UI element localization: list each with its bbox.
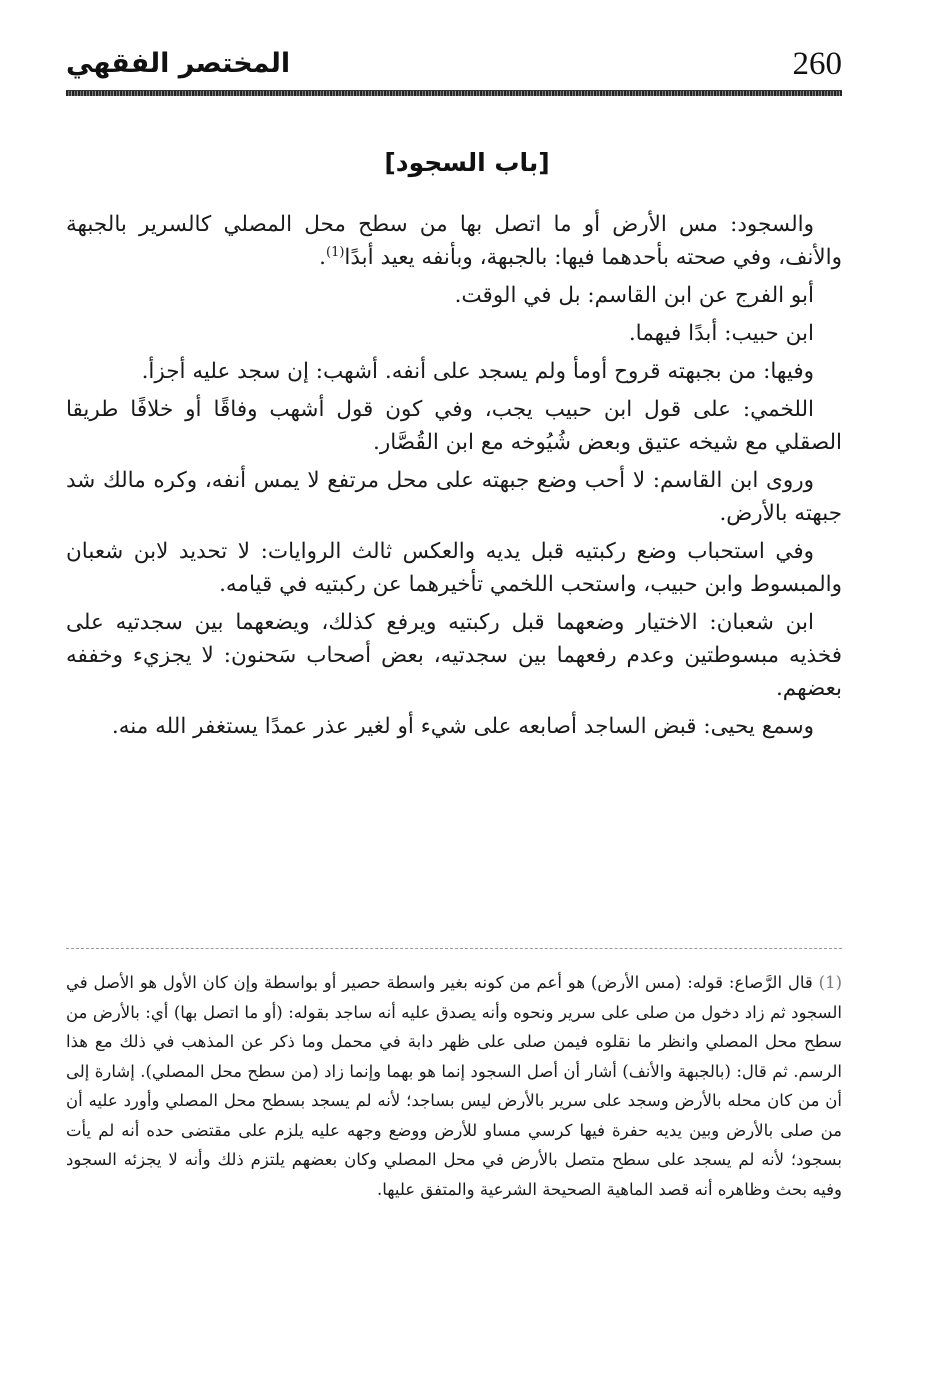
page-number: 260 [792, 46, 842, 82]
footnote-separator [66, 948, 842, 949]
footnote [66, 968, 842, 1204]
paragraph: ابن حبيب: أبدًا فيهما. [628, 321, 814, 346]
main-text [66, 208, 842, 748]
paragraph-text: والسجود: مس الأرض أو ما اتصل بها من سطح محل المصلي كالسرير بالجبهة والأنف، وفي صحته بأحدهما فيها: بالجبهة، وبأنفه يعيد أبدًا [66, 212, 842, 270]
header-rule [66, 90, 842, 96]
end-mark: . [319, 245, 326, 270]
footnote-text: قال الرَّصاع: قوله: (مس الأرض) هو أعم من كونه بغير واسطة حصير أو بواسطة وإن كان الأول هو الأصل في السجود ثم زاد دخول من صلى على سرير ونحوه وأنه يصدق عليه أنه ساجد بقوله: (أو ما اتصل بها) أي: بالأرض من سطح محل المصلي وانظر ما نقلوه فيمن صلى على ظهر دابة في محمل وما ذكر عن المذهب في ذلك مع هذا الرسم. ثم قال: (بالجبهة والأنف) أشار أن أصل السجود إنما هو بهما وإنما زاد (من سطح محل المصلي). إشارة إلى أن من كان محله بالأرض وسجد على سرير بالأرض ليس بساجد؛ لأنه لم يسجد بسطح محل المصلي وأورد عليه أن من صلى بالأرض وبين يديه حفرة فيها كرسي مساو للأرض ووضع وجهه عليه يلزم على مقتضى حده أنه لم يأت بسجود؛ لأنه لم يسجد على سطح متصل بالأرض في محل المصلي وكان بعضهم يلتزم ذلك وأنه لا يجزئه السجود وفيه بحث وظاهره أنه قصد الماهية الصحيحة الشرعية والمتفق عليها. [66, 973, 842, 1199]
section-heading: [باب السجود] [384, 148, 550, 177]
footnotes [66, 968, 842, 1204]
paragraph: وروى ابن القاسم: لا أحب وضع جبهته على محل مرتفع لا يمس أنفه، وكره مالك شد جبهته بالأرض. [66, 468, 842, 526]
paragraph: وفي استحباب وضع ركبتيه قبل يديه والعكس ثالث الروايات: لا تحديد لابن شعبان والمبسوط وابن حبيب، واستحب اللخمي تأخيرهما عن ركبتيه في قيامه. [66, 539, 842, 597]
paragraph: اللخمي: على قول ابن حبيب يجب، وفي كون قول أشهب وفاقًا أو خلافًا طريقا الصقلي مع شيخه عتيق وبعض شُيُوخه مع ابن القُصَّار. [66, 397, 842, 455]
paragraph: وسمع يحيى: قبض الساجد أصابعه على شيء أو لغير عذر عمدًا يستغفر الله منه. [111, 714, 814, 739]
paragraph [66, 208, 842, 274]
running-title: المختصر الفقهي [66, 48, 291, 79]
footnote-reference: (1) [325, 244, 345, 260]
page-header [66, 38, 842, 98]
paragraph: وفيها: من بجبهته قروح أومأ ولم يسجد على أنفه. أشهب: إن سجد عليه أجزأ. [141, 359, 814, 384]
paragraph: ابن شعبان: الاختيار وضعهما قبل ركبتيه ويرفع كذلك، ويضعهما بين سجدتيه على فخذيه مبسوطتين وعدم رفعهما بين سجدتيه، بعض أصحاب سَحنون: لا يجزيء وخففه بعضهم. [66, 610, 842, 701]
paragraph: أبو الفرج عن ابن القاسم: بل في الوقت. [454, 283, 814, 308]
footnote-marker: (1) [818, 973, 842, 992]
